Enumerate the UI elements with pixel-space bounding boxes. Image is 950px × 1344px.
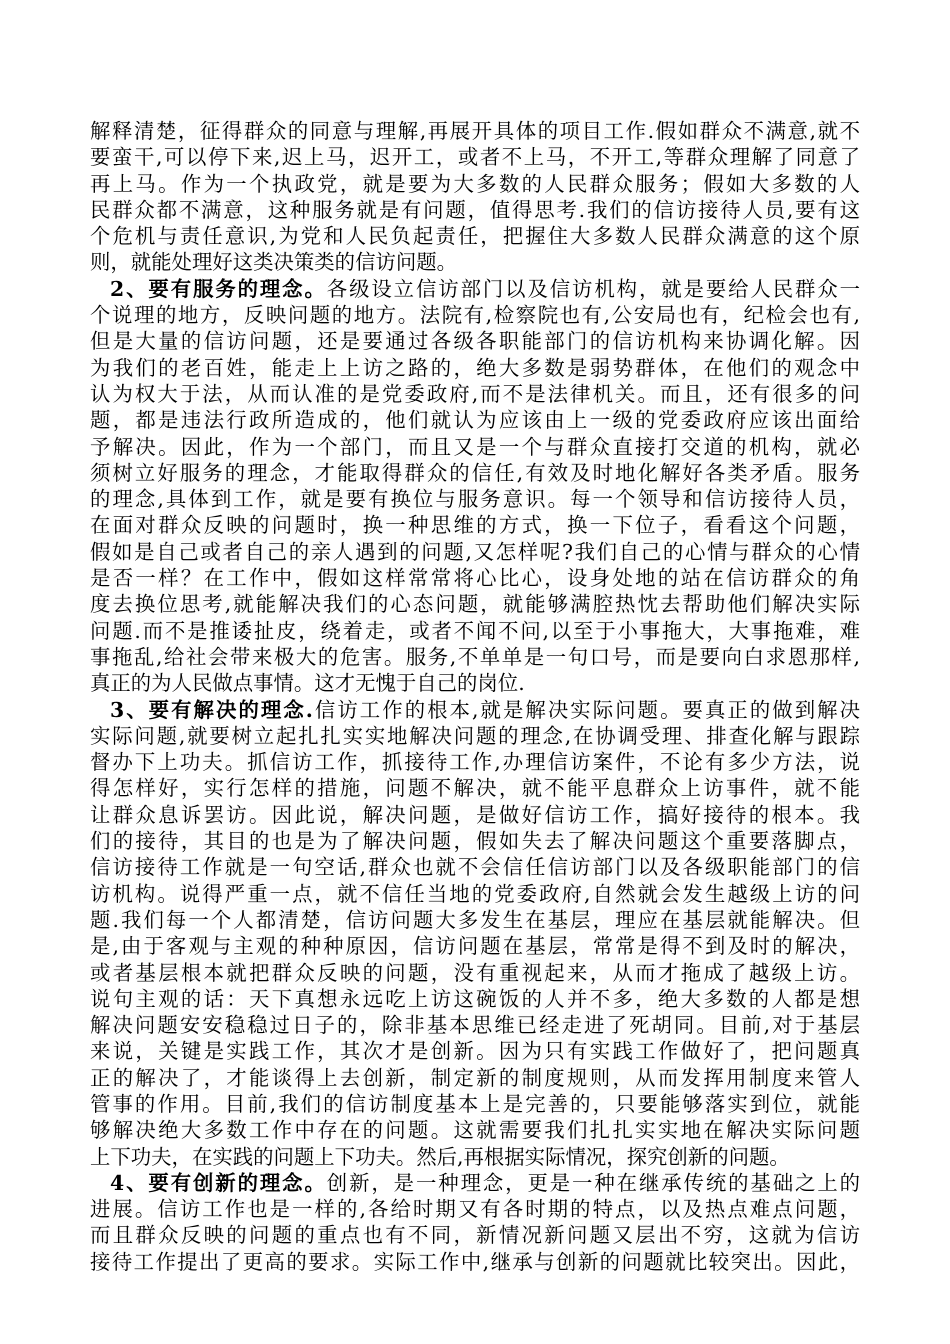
- section-first-line: [90, 276, 860, 302]
- text-line: 题.我们每一个人都清楚，信访问题大多发生在基层，理应在基层就能解决。但: [90, 907, 860, 932]
- text-line: 予解决。因此，作为一个部门，而且又是一个与群众直接打交道的机构，就必: [90, 434, 860, 459]
- text-line: 正的解决了，才能谈得上去创新，制定新的制度规则，从而发挥用制度来管人: [90, 1065, 860, 1090]
- text-line: 问题.而不是推诿扯皮，绕着走，或者不闻不问,以至于小事拖大，大事拖难，难: [90, 618, 860, 643]
- text-line: 事拖乱,给社会带来极大的危害。服务,不单单是一句口号，而是要向白求恩那样,: [90, 644, 860, 669]
- text-line: 上下功夫，在实践的问题上下功夫。然后,再根据实际情况，探究创新的问题。: [90, 1144, 790, 1169]
- text-line: 是,由于客观与主观的种种原因，信访问题在基层，常常是得不到及时的解决，: [90, 934, 860, 959]
- text-line: 解决问题安安稳稳过日子的，除非基本思维已经走进了死胡同。目前,对于基层: [90, 1013, 860, 1038]
- text-line: 或者基层根本就把群众反映的问题，没有重视起来，从而才拖成了越级上访。: [90, 960, 860, 985]
- text-line: 访机构。说得严重一点，就不信任当地的党委政府,自然就会发生越级上访的问: [90, 881, 860, 906]
- text-line: 信访接待工作就是一句空话,群众也就不会信任信访部门以及各级职能部门的信: [90, 855, 860, 880]
- text-line: 进展。信访工作也是一样的,各给时期又有各时期的特点，以及热点难点问题，: [90, 1197, 860, 1222]
- text-line: 在面对群众反映的问题时，换一种思维的方式，换一下位子，看看这个问题，: [90, 513, 860, 538]
- text-line: 而且群众反映的问题的重点也有不同，新情况新问题又层出不穷，这就为信访: [90, 1223, 860, 1248]
- text-line: 假如是自己或者自己的亲人遇到的问题,又怎样呢?我们自己的心情与群众的心情: [90, 539, 860, 564]
- text-line: 认为权大于法，从而认准的是党委政府,而不是法律机关。而且，还有很多的问: [90, 381, 860, 406]
- text-line: 再上马。作为一个执政党，就是要为大多数的人民群众服务；假如大多数的人: [90, 171, 860, 196]
- section-first-line: [90, 1170, 860, 1196]
- section-first-line-text: 信访工作的根本,就是解决实际问题。要真正的做到解决: [312, 697, 860, 722]
- text-line: 来说，关键是实践工作，其次才是创新。因为只有实践工作做好了，把问题真: [90, 1039, 860, 1064]
- text-line: 解释清楚，征得群众的同意与理解,再展开具体的项目工作.假如群众不满意,就不: [90, 119, 860, 143]
- text-line: 是否一样？在工作中，假如这样常常将心比心，设身处地的站在信访群众的角: [90, 566, 860, 591]
- text-line: 真正的为人民做点事情。这才无愧于自己的岗位.: [90, 671, 525, 696]
- text-line: 接待工作提出了更高的要求。实际工作中,继承与创新的问题就比较突出。因此，: [90, 1249, 860, 1274]
- text-line: 说句主观的话：天下真想永远吃上访这碗饭的人并不多，绝大多数的人都是想: [90, 986, 860, 1011]
- text-line: 够解决绝大多数工作中存在的问题。这就需要我们扎扎实实地在解决实际问题: [90, 1118, 860, 1143]
- paragraph: [90, 118, 860, 276]
- text-line: 为我们的老百姓，能走上上访之路的，绝大多数是弱势群体，在他们的观念中: [90, 355, 860, 380]
- text-line: 的理念,具体到工作，就是要有换位与服务意识。每一个领导和信访接待人员，: [90, 487, 860, 512]
- section-first-line: [90, 697, 860, 723]
- text-line: 们的接待，其目的也是为了解决问题，假如失去了解决问题这个重要落脚点，: [90, 829, 860, 854]
- section-service: [90, 276, 860, 697]
- text-line: 则，就能处理好这类决策类的信访问题。: [90, 250, 458, 275]
- text-line: 度去换位思考,就能解决我们的心态问题，就能够满腔热忱去帮助他们解决实际: [90, 592, 860, 617]
- text-line: 得怎样好，实行怎样的措施，问题不解决，就不能平息群众上访事件，就不能: [90, 776, 860, 801]
- text-line: 民群众都不满意，这种服务就是有问题，值得思考.我们的信访接待人员,要有这: [90, 197, 860, 222]
- text-line: 实际问题,就要树立起扎扎实实地解决问题的理念,在协调受理、排查化解与跟踪: [90, 723, 860, 748]
- section-heading: 3、要有解决的理念.: [110, 697, 313, 722]
- text-line: 管事的作用。目前,我们的信访制度基本上是完善的，只要能够落实到位，就能: [90, 1091, 860, 1116]
- section-heading: 4、要有创新的理念。: [110, 1170, 327, 1195]
- text-line: 要蛮干,可以停下来,迟上马，迟开工，或者不上马，不开工,等群众理解了同意了: [90, 145, 860, 170]
- section-heading: 2、要有服务的理念。: [110, 276, 327, 301]
- section-resolution: [90, 697, 860, 1170]
- document-page: [90, 118, 860, 1275]
- section-innovation: [90, 1170, 860, 1275]
- text-line: 题，都是违法行政所造成的，他们就认为应该由上一级的党委政府应该出面给: [90, 408, 860, 433]
- text-line: 但是大量的信访问题，还是要通过各级各职能部门的信访机构来协调化解。因: [90, 329, 860, 354]
- section-first-line-text: 创新，是一种理念，更是一种在继承传统的基础之上的: [326, 1170, 861, 1195]
- text-line: 个说理的地方，反映问题的地方。法院有,检察院也有,公安局也有，纪检会也有,: [90, 303, 860, 328]
- text-line: 督办下上功夫。抓信访工作，抓接待工作,办理信访案件，不论有多少方法，说: [90, 750, 860, 775]
- text-line: 个危机与责任意识,为党和人民负起责任，把握住大多数人民群众满意的这个原: [90, 224, 860, 249]
- text-line: 须树立好服务的理念，才能取得群众的信任,有效及时地化解好各类矛盾。服务: [90, 460, 860, 485]
- text-line: 让群众息诉罢访。因此说，解决问题，是做好信访工作，搞好接待的根本。我: [90, 802, 860, 827]
- section-first-line-text: 各级设立信访部门以及信访机构，就是要给人民群众一: [326, 276, 861, 301]
